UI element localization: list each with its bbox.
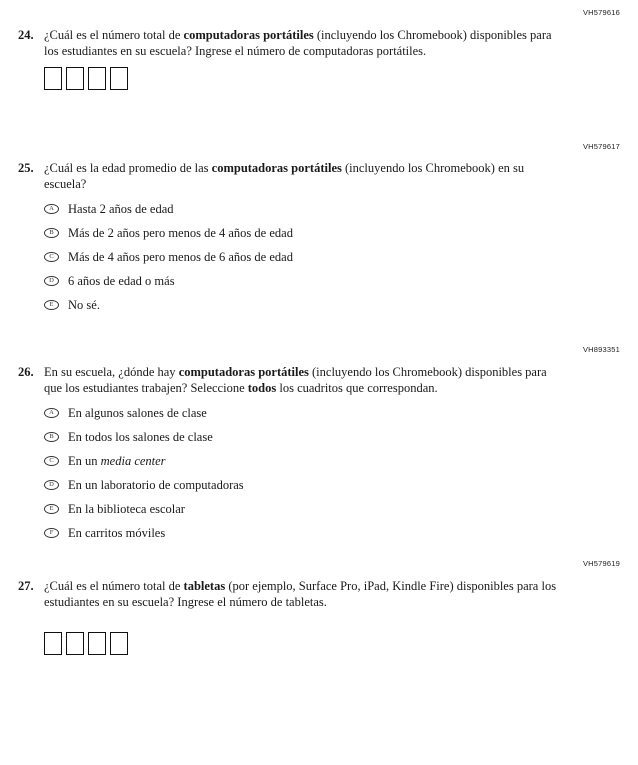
question-25-text	[44, 160, 564, 192]
q25-option-row-5	[44, 297, 620, 313]
question-26-text	[44, 364, 564, 396]
q26-text-seg2: (incluyendo los Chromebook) disponibles para que los estudiantes trabajen? Seleccione	[44, 365, 547, 395]
q27-text-bold: tabletas	[183, 579, 226, 593]
item-code-q27: VH579619	[582, 559, 620, 568]
q26-option-row-2	[44, 429, 620, 445]
q25-text-bold: computadoras portátiles	[211, 161, 342, 175]
q26-option-row-5	[44, 501, 620, 517]
q27-number-entry	[44, 632, 620, 655]
q26-option-label-5: En la biblioteca escolar	[68, 502, 185, 516]
question-25-number: 25.	[18, 161, 34, 175]
q24-number-entry	[44, 67, 620, 90]
q26-option-row-4	[44, 477, 620, 493]
q26-answer-bubble-f[interactable]: F	[44, 528, 59, 538]
q24-text-seg1: ¿Cuál es el número total de	[44, 28, 184, 42]
q25-answer-bubble-d[interactable]: D	[44, 276, 59, 286]
q25-option-row-4	[44, 273, 620, 289]
q25-option-label-2: Más de 2 años pero menos de 4 años de edad	[68, 226, 293, 240]
question-25	[18, 160, 620, 192]
q26-option-3-italic: media center	[100, 454, 166, 468]
question-26-number: 26.	[18, 365, 34, 379]
q25-option-label-5: No sé.	[68, 298, 100, 312]
q26-option-label-1: En algunos salones de clase	[68, 406, 207, 420]
q25-text-seg1: ¿Cuál es la edad promedio de las	[44, 161, 212, 175]
q25-options	[44, 201, 620, 313]
q25-option-row-2	[44, 225, 620, 241]
q26-option-3-pre: En un	[68, 454, 101, 468]
question-27-number: 27.	[18, 579, 34, 593]
item-code-q24: VH579616	[582, 8, 620, 17]
q25-option-label-3: Más de 4 años pero menos de 6 años de edad	[68, 250, 293, 264]
q27-digit-box-4[interactable]	[110, 632, 128, 655]
q26-text-bold1: computadoras portátiles	[178, 365, 309, 379]
q26-option-row-1	[44, 405, 620, 421]
q24-digit-box-2[interactable]	[66, 67, 84, 90]
q25-answer-bubble-c[interactable]: C	[44, 252, 59, 262]
q26-answer-bubble-e[interactable]: E	[44, 504, 59, 514]
q26-options	[44, 405, 620, 541]
q25-option-row-3	[44, 249, 620, 265]
q27-text-seg1: ¿Cuál es el número total de	[44, 579, 184, 593]
question-24	[18, 27, 620, 59]
q26-answer-bubble-c[interactable]: C	[44, 456, 59, 466]
q25-option-row-1	[44, 201, 620, 217]
q25-answer-bubble-e[interactable]: E	[44, 300, 59, 310]
q25-answer-bubble-a[interactable]: A	[44, 204, 59, 214]
q26-text-seg3: los cuadritos que correspondan.	[276, 381, 438, 395]
q25-option-label-1: Hasta 2 años de edad	[68, 202, 174, 216]
q26-answer-bubble-b[interactable]: B	[44, 432, 59, 442]
question-24-text	[44, 27, 564, 59]
q24-text-bold: computadoras portátiles	[183, 28, 314, 42]
q25-option-label-4: 6 años de edad o más	[68, 274, 175, 288]
q26-answer-bubble-d[interactable]: D	[44, 480, 59, 490]
q27-digit-box-2[interactable]	[66, 632, 84, 655]
q26-option-row-6	[44, 525, 620, 541]
q27-text-seg2: (por ejemplo, Surface Pro, iPad, Kindle Fire) disponibles para los estudiantes en su escuela? Ingrese el número de tabletas.	[44, 579, 557, 609]
q25-answer-bubble-b[interactable]: B	[44, 228, 59, 238]
q26-option-label-2: En todos los salones de clase	[68, 430, 213, 444]
q24-digit-box-3[interactable]	[88, 67, 106, 90]
q26-answer-bubble-a[interactable]: A	[44, 408, 59, 418]
q26-option-label-4: En un laboratorio de computadoras	[68, 478, 244, 492]
q26-text-seg1: En su escuela, ¿dónde hay	[44, 365, 179, 379]
q26-option-row-3	[44, 453, 620, 469]
q27-digit-box-3[interactable]	[88, 632, 106, 655]
q24-digit-box-4[interactable]	[110, 67, 128, 90]
q26-option-label-3	[68, 453, 166, 469]
question-26	[18, 364, 620, 396]
q26-option-label-6: En carritos móviles	[68, 526, 166, 540]
q25-text-seg2: (incluyendo los Chromebook) en su escuela?	[44, 161, 525, 191]
item-code-q25: VH579617	[582, 142, 620, 151]
question-27	[18, 578, 620, 610]
q27-digit-box-1[interactable]	[44, 632, 62, 655]
question-27-text	[44, 578, 564, 610]
item-code-q26: VH893351	[582, 345, 620, 354]
q24-text-seg2: (incluyendo los Chromebook) disponibles para los estudiantes en su escuela? Ingrese el número de computadoras portátiles.	[44, 28, 552, 58]
question-24-number: 24.	[18, 28, 34, 42]
q26-text-bold2: todos	[247, 381, 277, 395]
q24-digit-box-1[interactable]	[44, 67, 62, 90]
